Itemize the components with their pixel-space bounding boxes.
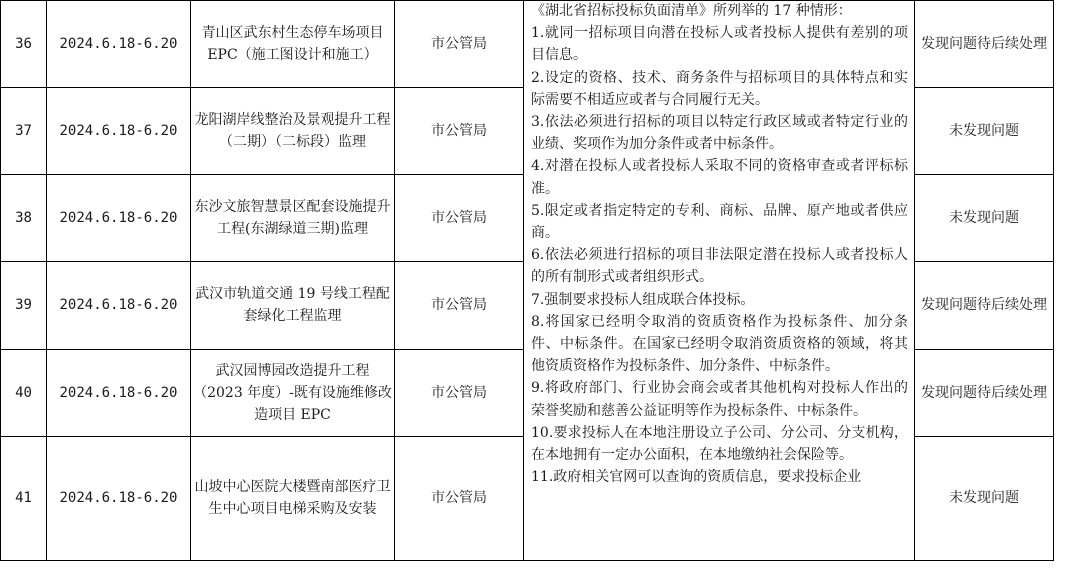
criteria-item: 4.对潜在投标人或者投标人采取不同的资格审查或者评标标准。 (531, 158, 908, 197)
criteria-cell (524, 1, 915, 561)
inspection-date: 2024.6.18-6.20 (47, 1, 191, 88)
criteria-item: 7.强制要求投标人组成联合体投标。 (531, 291, 755, 308)
project-name: 青山区武东村生态停车场项目EPC（施工图设计和施工） (191, 1, 395, 88)
criteria-item: 8.将国家已经明令取消的资质资格作为投标条件、加分条件、中标条件。在国家已经明令取消资质资格的领域，将其他资质资格作为投标条件、加分条件、中标条件。 (531, 313, 908, 375)
criteria-item: 9.将政府部门、行业协会商会或者其他机构对投标人作出的荣誉奖励和慈善公益证明等作为投标条件、中标条件。 (531, 380, 908, 419)
criteria-item: 3.依法必须进行招标的项目以特定行政区域或者特定行业的业绩、奖项作为加分条件或者中标条件。 (531, 114, 908, 153)
criteria-item: 5.限定或者指定特定的专利、商标、品牌、原产地或者供应商。 (531, 202, 908, 242)
criteria-item: 2.设定的资格、技术、商务条件与招标项目的具体特点和实际需要不相适应或者与合同履行无关。 (531, 69, 908, 108)
row-number: 40 (1, 349, 47, 436)
department: 市公管局 (395, 88, 524, 175)
inspection-result: 发现问题待后续处理 (915, 262, 1054, 349)
project-name: 山坡中心医院大楼暨南部医疗卫生中心项目电梯采购及安装 (191, 436, 395, 560)
inspection-result: 未发现问题 (915, 436, 1054, 560)
department: 市公管局 (395, 175, 524, 262)
inspection-result: 未发现问题 (915, 88, 1054, 175)
table-row (1, 1, 1054, 88)
project-name: 龙阳湖岸线整治及景观提升工程（二期）（二标段）监理 (191, 88, 395, 175)
row-number: 41 (1, 436, 47, 560)
inspection-date: 2024.6.18-6.20 (47, 262, 191, 349)
row-number: 39 (1, 262, 47, 349)
department: 市公管局 (395, 349, 524, 436)
project-name: 武汉市轨道交通 19 号线工程配套绿化工程监理 (191, 262, 395, 349)
inspection-date: 2024.6.18-6.20 (47, 175, 191, 262)
row-number: 37 (1, 88, 47, 175)
criteria-item: 1.就同一招标项目向潜在投标人或者投标人提供有差别的项目信息。 (531, 25, 908, 64)
inspection-result: 发现问题待后续处理 (915, 1, 1054, 88)
criteria-intro: 《湖北省招标投标负面清单》所列举的 17 种情形： (531, 3, 852, 19)
project-name: 武汉园博园改造提升工程（2023 年度）-既有设施维修改造项目 EPC (191, 349, 395, 436)
project-name: 东沙文旅智慧景区配套设施提升工程(东湖绿道三期)监理 (191, 175, 395, 262)
criteria-item: 6.依法必须进行招标的项目非法限定潜在投标人或者投标人的所有制形式或者组织形式。 (531, 247, 908, 286)
department: 市公管局 (395, 262, 524, 349)
inspection-date: 2024.6.18-6.20 (47, 88, 191, 175)
department: 市公管局 (395, 1, 524, 88)
inspection-result: 未发现问题 (915, 175, 1054, 262)
inspection-date: 2024.6.18-6.20 (47, 349, 191, 436)
row-number: 38 (1, 175, 47, 262)
criteria-item: 10.要求投标人在本地注册设立子公司、分公司、分支机构，在本地拥有一定办公面积，在本地缴纳社会保险等。 (531, 424, 908, 464)
criteria-item: 11.政府相关官网可以查询的资质信息，要求投标企业 (531, 469, 862, 486)
inspection-date: 2024.6.18-6.20 (47, 436, 191, 560)
row-number: 36 (1, 1, 47, 88)
inspection-result: 发现问题待后续处理 (915, 349, 1054, 436)
department: 市公管局 (395, 436, 524, 560)
